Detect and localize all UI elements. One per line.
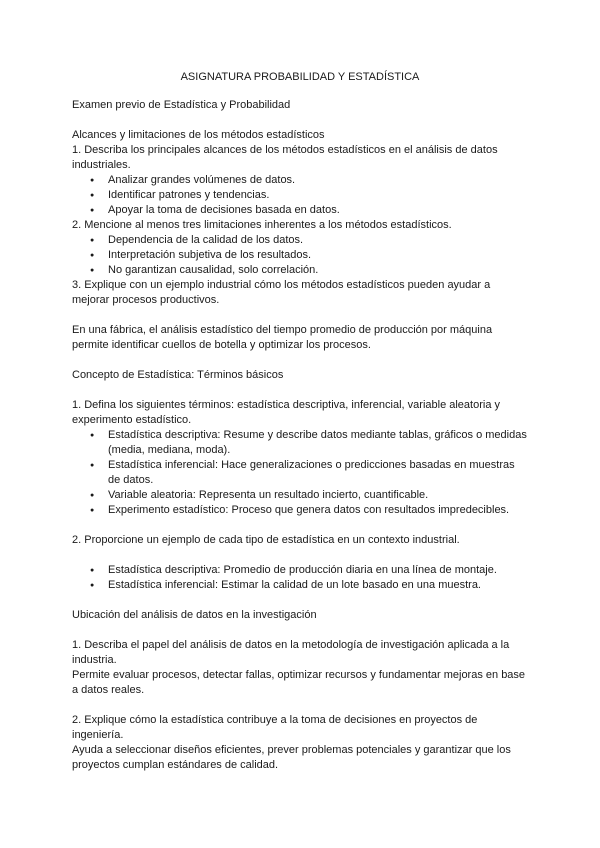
list-item: ● Variable aleatoria: Representa un resultado incierto, cuantificable. [108,488,528,503]
list-item: ● Identificar patrones y tendencias. [108,188,528,203]
document-title: ASIGNATURA PROBABILIDAD Y ESTADÍSTICA [180,71,420,83]
list-item: ● Apoyar la toma de decisiones basada en datos. [108,203,528,218]
question: 2. Explique cómo la estadística contribuye a la toma de decisiones en proyectos de ingeniería. [72,714,478,741]
question: 1. Describa el papel del análisis de datos en la metodología de investigación aplicada a la industria. [72,639,510,666]
document-subtitle: Examen previo de Estadística y Probabilidad [72,99,291,111]
answer-list [72,563,528,593]
question: 2. Mencione al menos tres limitaciones inherentes a los métodos estadísticos. [72,219,452,231]
section-heading: Ubicación del análisis de datos en la investigación [72,609,317,621]
list-item: ● No garantizan causalidad, solo correlación. [108,263,528,278]
question: 1. Defina los siguientes términos: estadística descriptiva, inferencial, variable aleatoria y experimento estadístico. [72,399,500,426]
list-item: ● Estadística descriptiva: Resume y describe datos mediante tablas, gráficos o medidas (media, mediana, moda). [108,428,528,458]
list-item: ● Estadística descriptiva: Promedio de producción diaria en una línea de montaje. [108,563,528,578]
list-item: ● Interpretación subjetiva de los resultados. [108,248,528,263]
list-item: ● Dependencia de la calidad de los datos. [108,233,528,248]
answer-list [72,173,528,218]
list-item: ● Experimento estadístico: Proceso que genera datos con resultados impredecibles. [108,503,528,518]
answer-list [72,428,528,518]
question: 3. Explique con un ejemplo industrial cómo los métodos estadísticos pueden ayudar a mejorar procesos productivos. [72,279,491,306]
section-heading: Alcances y limitaciones de los métodos estadísticos [72,129,325,141]
section-heading: Concepto de Estadística: Términos básicos [72,369,284,381]
answer-paragraph: Ayuda a seleccionar diseños eficientes, prever problemas potenciales y garantizar que los proyectos cumplan estándares de calidad. [72,744,511,771]
question: 2. Proporcione un ejemplo de cada tipo de estadística en un contexto industrial. [72,534,460,546]
list-item: ● Estadística inferencial: Estimar la calidad de un lote basado en una muestra. [108,578,528,593]
list-item: ● Estadística inferencial: Hace generalizaciones o predicciones basadas en muestras de datos. [108,458,528,488]
answer-list [72,233,528,278]
answer-paragraph: Permite evaluar procesos, detectar fallas, optimizar recursos y fundamentar mejoras en base a datos reales. [72,669,526,696]
question: 1. Describa los principales alcances de los métodos estadísticos en el análisis de datos industriales. [72,144,498,171]
list-item: ● Analizar grandes volúmenes de datos. [108,173,528,188]
answer-paragraph: En una fábrica, el análisis estadístico del tiempo promedio de producción por máquina permite identificar cuellos de botella y optimizar los procesos. [72,324,493,351]
